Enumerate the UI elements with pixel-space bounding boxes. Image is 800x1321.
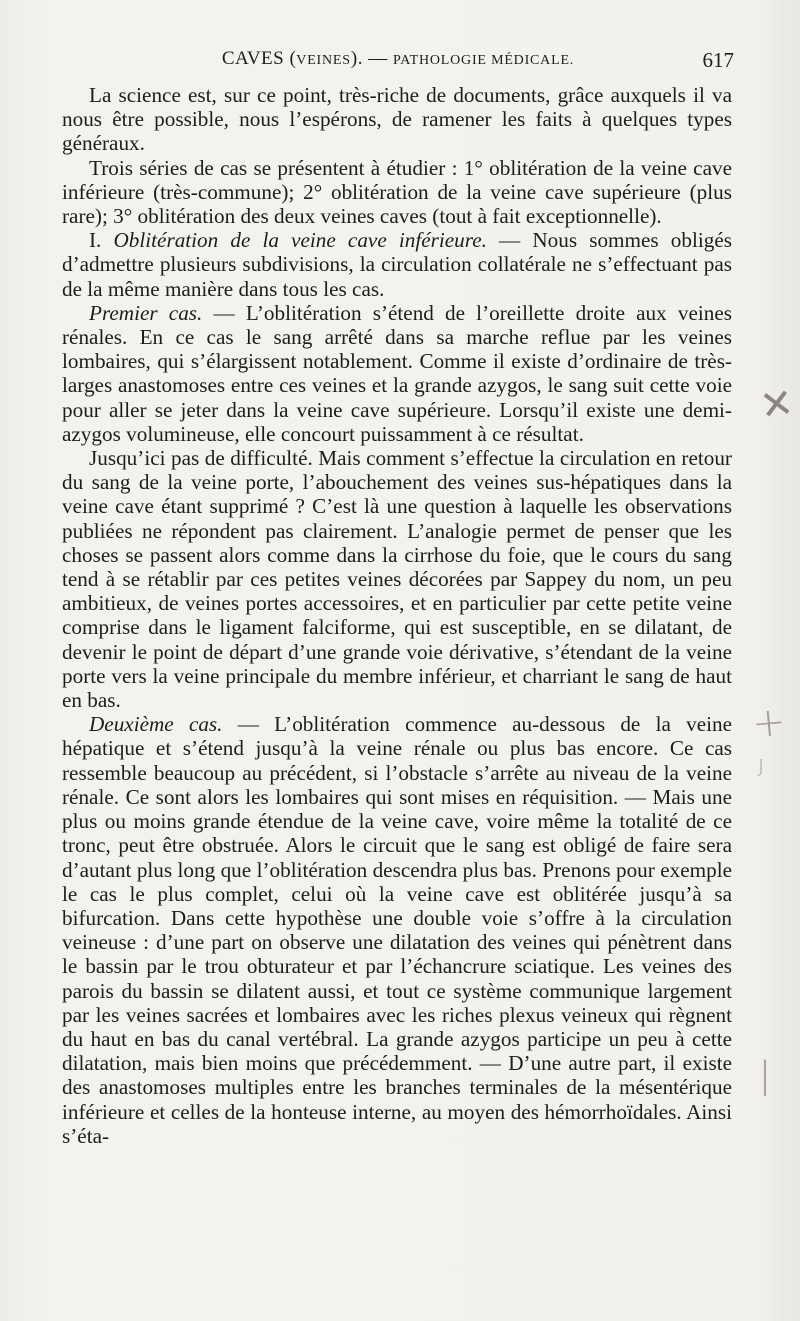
- body-text: [62, 83, 732, 1148]
- title-separator: ). —: [350, 48, 393, 69]
- page-number: 617: [702, 48, 734, 72]
- running-title: [62, 48, 734, 70]
- section-heading: Oblitération de la veine cave inférieure.: [113, 228, 487, 253]
- paragraph-section-one: [62, 228, 732, 301]
- title-smallcaps: VEINES: [296, 53, 351, 68]
- case-text-first: — L’oblitération s’étend de l’oreillette droite aux veines rénales. En ce cas le sang arrêté dans sa marche reflue par les veines lombaires, qui s’élargissent notablement. Comme il existe d’ordinaire de très-larges anastomoses entre ces veines et la grande azygos, le sang suit cette voie pour aller se jeter dans la veine cave supérieure. Lorsqu’il existe une demi-azygos volumineuse, elle concourt puissamment à ce résultat.: [62, 300, 733, 446]
- case-heading-first: Premier cas.: [89, 300, 203, 325]
- pencil-line-mark: │: [757, 1060, 776, 1095]
- paragraph-portal: Jusqu’ici pas de difficulté. Mais comment s’effectue la circulation en retour du sang de la veine porte, l’abouchement des veines sus-hépatiques dans la veine cave étant supprimé ? C’est là une question à laquelle les observations publiées ne répondent pas clairement. L’analogie permet de penser que les choses se passent alors comme dans la cirrhose du foie, que le cours du sang tend à se rétablir par ces petites veines décorées par Sappey du nom, un peu ambitieux, de veines portes accessoires, et en particulier par cette petite veine comprise dans le ligament falciforme, qui est susceptible, en se dilatant, de devenir le point de départ d’une grande voie dérivative, s’étendant de la veine porte vers la veine principale du membre inférieur, et charriant le sang de haut en bas.: [62, 446, 732, 713]
- case-text-second: — L’oblitération commence au-dessous de la veine hépatique et s’étend jusqu’à la veine rénale ou plus bas encore. Ce cas ressemble beaucoup au précédent, si l’obstacle s’arrête au niveau de la veine rénale. Ce sont alors les lombaires qui sont mises en réquisition. — Mais une plus ou moins grande étendue de la veine cave, voire même la totalité de ce tronc, peut être obstruée. Alors le circuit que le sang est obligé de faire sera d’autant plus long que l’oblitération descendra plus bas. Prenons pour exemple le cas le plus complet, celui où la veine cave est oblitérée jusqu’à sa bifurcation. Dans cette hypothèse une double voie s’offre à la circulation veineuse : d’une part on observe une dilatation des veines qui pénètrent dans le bassin par le trou obturateur et par l’échancrure sciatique. Les veines des parois du bassin se dilatent aussi, et tout ce système communique largement par les veines sacrées et lombaires avec les riches plexus veineux qui règnent du haut en bas du canal vertébral. La grande azygos participe un peu à cette dilatation, mais bien moins que précédemment. — D’une autre part, il existe des anastomoses multiples entre les branches terminales de la mésentérique inférieure et celles de la honteuse interne, au moyen des hémorrhoïdales. Ainsi s’éta-: [62, 712, 732, 1148]
- title-main: CAVES (: [221, 48, 297, 69]
- paragraph-first-case: [62, 301, 732, 446]
- section-number: I.: [89, 228, 114, 253]
- running-header: [62, 46, 734, 76]
- pencil-cross-mark: ✕: [756, 379, 797, 431]
- section-text: — Nous sommes obligés d’admettre plusieurs subdivisions, la circulation collatérale ne s’effectuant pas de la même manière dans tous les cas.: [62, 228, 733, 301]
- paragraph-intro: La science est, sur ce point, très-riche de documents, grâce auxquels il va nous être possible, nous l’espérons, de ramener les faits à quelques types généraux.: [62, 83, 732, 156]
- paragraph-second-case: [62, 712, 732, 1148]
- pencil-cross-mark: +: [750, 698, 788, 748]
- paragraph-series: Trois séries de cas se présentent à étudier : 1° oblitération de la veine cave inférieure (très-commune); 2° oblitération de la veine cave supérieure (plus rare); 3° oblitération des deux veines caves (tout à fait exceptionnelle).: [62, 155, 732, 229]
- case-heading-second: Deuxième cas.: [89, 712, 223, 737]
- title-section: PATHOLOGIE MÉDICALE.: [392, 53, 575, 68]
- pencil-tick-mark: ȷ: [758, 752, 765, 777]
